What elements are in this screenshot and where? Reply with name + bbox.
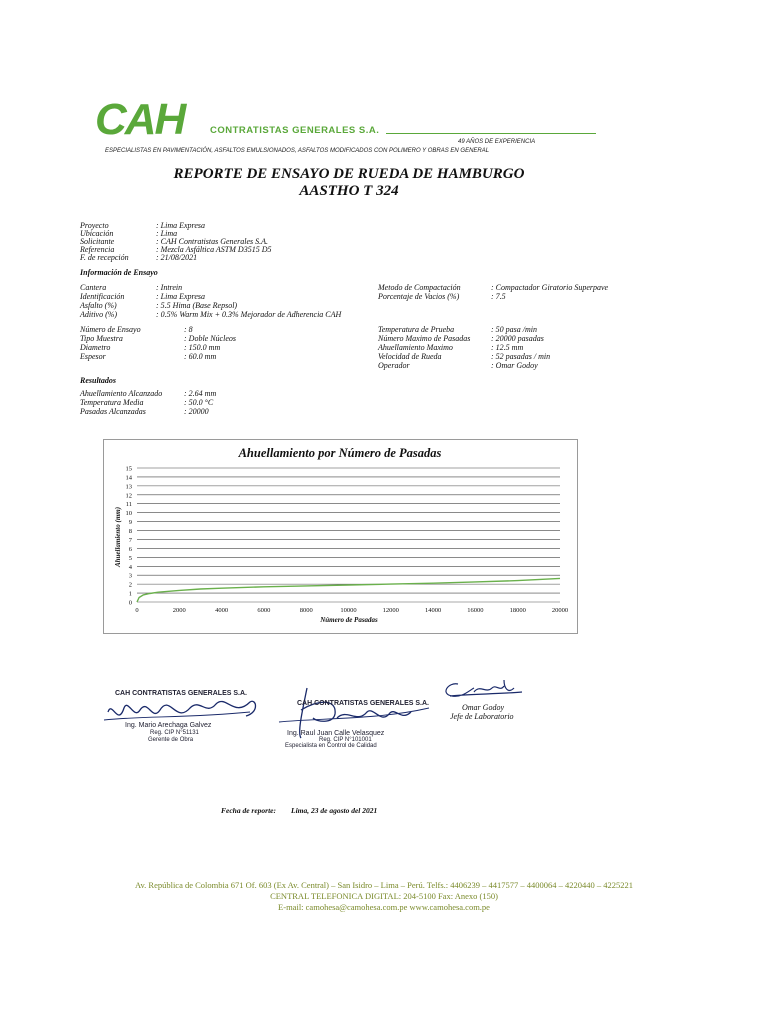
void-percentage-value: : 7.5 [491, 292, 506, 301]
requester-value: : CAH Contratistas Generales S.A. [156, 237, 268, 246]
x-tick-label: 6000 [257, 607, 271, 614]
requester-label: Solicitante [80, 237, 115, 246]
y-tick-label: 9 [128, 519, 132, 527]
y-tick-label: 7 [128, 536, 132, 544]
max-rutting-label: Ahuellamiento Maximo [378, 343, 453, 352]
x-tick-label: 2000 [172, 607, 186, 614]
signature-block-2 [277, 678, 437, 758]
y-axis-label: Ahuellamiento (mm) [114, 506, 122, 568]
x-axis-label: Número de Pasadas [320, 616, 378, 624]
sig1-name: Ing. Mario Arechaga Galvez [125, 722, 212, 729]
diameter-value: : 150.0 mm [184, 343, 221, 352]
rutting-chart [103, 439, 578, 634]
report-title: REPORTE DE ENSAYO DE RUEDA DE HAMBURGO [173, 166, 525, 182]
x-tick-label: 20000 [551, 607, 569, 614]
additive-label: Aditivo (%) [80, 310, 118, 319]
y-tick-label: 2 [128, 581, 132, 589]
compaction-method-label: Metodo de Compactación [378, 283, 461, 292]
test-temperature-label: Temperatura de Prueba [378, 325, 455, 334]
chart-title: Ahuellamiento por Número de Pasadas [238, 446, 442, 460]
asphalt-label: Asfalto (%) [80, 301, 117, 310]
company-name: CONTRATISTAS GENERALES S.A. [210, 125, 380, 136]
quarry-label: Cantera [80, 283, 107, 292]
reference-label: Referencia [80, 245, 115, 254]
sig1-company: CAH CONTRATISTAS GENERALES S.A. [115, 690, 247, 697]
reference-value: : Mezcla Asfáltica ASTM D3515 D5 [156, 245, 272, 254]
y-tick-label: 14 [125, 474, 132, 482]
operator-value: : Omar Godoy [491, 361, 538, 370]
y-tick-label: 12 [125, 492, 132, 500]
sig2-role: Especialista en Control de Calidad [285, 743, 377, 749]
y-tick-label: 3 [128, 572, 132, 580]
series-line-0 [137, 578, 560, 602]
compaction-method-value: : Compactador Giratorio Superpave [491, 283, 609, 292]
x-tick-label: 16000 [467, 607, 484, 614]
identification-value: : Lima Expresa [156, 292, 206, 301]
test-number-label: Número de Ensayo [80, 325, 141, 334]
signature-block-3 [430, 674, 540, 724]
sig1-registration: Reg. CIP N°51131 [150, 730, 199, 736]
reception-date-value: : 21/08/2021 [156, 253, 198, 262]
sample-type-label: Tipo Muestra [80, 334, 123, 343]
chart-series [137, 578, 560, 602]
sig1-role: Gerente de Obra [148, 737, 194, 743]
x-tick-label: 12000 [382, 607, 399, 614]
y-tick-label: 13 [125, 483, 132, 491]
location-value: : Lima [156, 229, 178, 238]
y-tick-label: 11 [125, 501, 132, 509]
header-rule [386, 133, 596, 134]
rutting-reached-value: : 2.64 mm [184, 389, 217, 398]
company-tagline: ESPECIALISTAS EN PAVIMENTACIÓN, ASFALTOS EMULSIONADOS, ASFALTOS MODIFICADOS CON POLIMERO Y OBRAS EN GENERAL [105, 148, 490, 154]
sig3-role: Jefe de Laboratorio [450, 712, 514, 721]
y-axis-ticks [126, 466, 133, 607]
quarry-value: : Intrein [156, 283, 183, 292]
test-temperature-value: : 50 pasa /min [491, 325, 537, 334]
thickness-label: Espesor [80, 352, 106, 361]
y-tick-label: 4 [128, 563, 132, 571]
passes-reached-value: : 20000 [184, 407, 209, 416]
x-tick-label: 8000 [299, 607, 313, 614]
mean-temperature-value: : 50.0 °C [184, 398, 214, 407]
y-tick-label: 5 [128, 554, 132, 562]
mean-temperature-label: Temperatura Media [80, 398, 144, 407]
asphalt-value: : 5.5 Hima (Base Repsol) [156, 301, 238, 310]
report-date-label: Fecha de reporte: [221, 806, 276, 815]
y-tick-label: 10 [125, 510, 132, 518]
signature-3-scribble [430, 674, 540, 704]
rutting-reached-label: Ahuellamiento Alcanzado [80, 389, 163, 398]
y-tick-label: 0 [128, 599, 132, 607]
thickness-value: : 60.0 mm [184, 352, 217, 361]
test-number-value: : 8 [184, 325, 193, 334]
y-tick-label: 15 [125, 465, 132, 473]
footer-phone: CENTRAL TELEFONICA DIGITAL: 204-5100 Fax: Anexo (150) [270, 891, 498, 901]
results-heading: Resultados [80, 376, 117, 385]
x-tick-label: 10000 [340, 607, 357, 614]
x-tick-label: 18000 [509, 607, 526, 614]
additive-value: : 0.5% Warm Mix + 0.3% Mejorador de Adherencia CAH [156, 310, 342, 319]
max-passes-label: Número Maximo de Pasadas [378, 334, 471, 343]
sig2-name: Ing. Raul Juan Calle Velasquez [287, 730, 385, 737]
report-standard: AASTHO T 324 [299, 183, 399, 199]
x-tick-label: 0 [135, 607, 139, 614]
sample-type-value: : Doble Núcleos [184, 334, 236, 343]
diameter-label: Diametro [80, 343, 111, 352]
report-date-value: Lima, 23 de agosto del 2021 [291, 806, 378, 815]
y-tick-label: 8 [128, 528, 132, 536]
reception-date-label: F. de recepción [80, 253, 129, 262]
project-value: : Lima Expresa [156, 221, 206, 230]
wheel-speed-value: : 52 pasadas / min [491, 352, 551, 361]
sig2-registration: Reg. CIP N°101001 [319, 737, 372, 743]
experience-years: 49 AÑOS DE EXPERIENCIA [458, 139, 536, 145]
rutting-chart-svg [104, 440, 577, 633]
footer-address: Av. República de Colombia 671 Of. 603 (Ex Av. Central) – San Isidro – Lima – Perú. Telfs.: 4406239 – 4417577 – 4400064 – 4220440 – 4225221 [134, 880, 634, 890]
company-logo: CAH [95, 95, 185, 144]
project-label: Proyecto [80, 221, 109, 230]
sig2-company: CAH CONTRATISTAS GENERALES S.A. [297, 700, 429, 707]
x-axis-ticks [135, 607, 568, 614]
signature-block-1 [100, 672, 270, 752]
location-label: Ubicación [80, 229, 114, 238]
x-tick-label: 14000 [424, 607, 442, 614]
operator-label: Operador [378, 361, 410, 370]
footer-contact: E-mail: camohesa@camohesa.com.pe www.camohesa.com.pe [278, 902, 490, 912]
test-info-heading: Información de Ensayo [80, 268, 158, 277]
max-rutting-value: : 12.5 mm [491, 343, 524, 352]
sig3-name: Omar Godoy [462, 703, 504, 712]
void-percentage-label: Porcentaje de Vacios (%) [378, 292, 460, 301]
y-tick-label: 6 [128, 545, 132, 553]
passes-reached-label: Pasadas Alcanzadas [80, 407, 146, 416]
max-passes-value: : 20000 pasadas [491, 334, 544, 343]
wheel-speed-label: Velocidad de Rueda [378, 352, 442, 361]
y-tick-label: 1 [128, 590, 132, 598]
identification-label: Identificación [80, 292, 125, 301]
x-tick-label: 4000 [215, 607, 229, 614]
